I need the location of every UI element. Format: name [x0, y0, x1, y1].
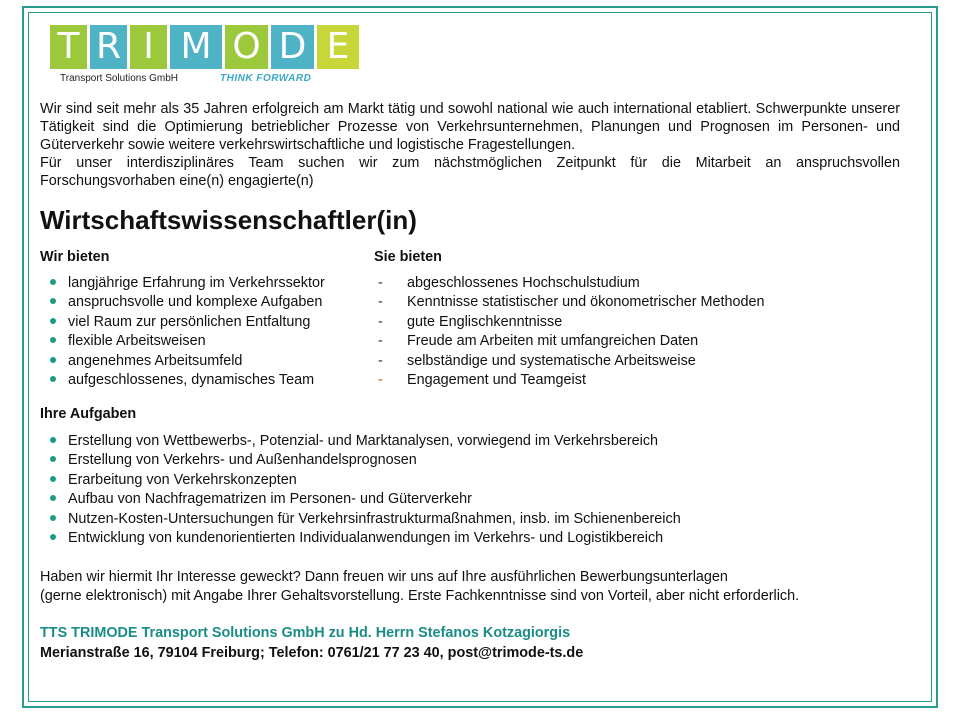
list-item [374, 332, 765, 351]
list-item [374, 371, 765, 390]
offer-item-text: anspruchsvolle und komplexe Aufgaben [68, 294, 323, 311]
task-item-text: Aufbau von Nachfragematrizen im Personen- und Güterverkehr [68, 491, 472, 508]
intro-text [40, 100, 900, 190]
list-item [374, 274, 765, 293]
bullet-icon [50, 357, 56, 363]
offer-item-text: langjährige Erfahrung im Verkehrssektor [68, 275, 325, 291]
task-item-text: Erarbeitung von Verkehrskonzepten [68, 471, 297, 488]
logo-slogan: THINK FORWARD [220, 73, 312, 84]
closing-line-1: Haben wir hiermit Ihr Interesse geweckt? Dann freuen wir uns auf Ihre ausführlichen Bewerbungsunterlagen [40, 569, 728, 585]
logo-letter: I [130, 25, 167, 69]
dash-marker: - [378, 275, 383, 291]
dash-marker: - [378, 333, 383, 350]
list-item [40, 313, 325, 332]
list-item [40, 293, 325, 312]
list-item [40, 490, 681, 509]
bullet-icon [50, 534, 56, 540]
list-item [40, 471, 681, 490]
bullet-icon [50, 279, 56, 285]
logo-letter: R [90, 25, 127, 69]
list-item [374, 293, 765, 312]
require-item-text: gute Englischkenntnisse [407, 313, 563, 330]
tasks-list [40, 432, 681, 548]
offer-item-text: flexible Arbeitsweisen [68, 333, 206, 350]
offer-item-text: angenehmes Arbeitsumfeld [68, 352, 243, 369]
bullet-icon [50, 298, 56, 304]
intro-paragraph-1: Wir sind seit mehr als 35 Jahren erfolgreich am Markt tätig und sowohl national wie auch international etabliert. Schwerpunkte unserer Tätigkeit sind die Optimierung betrieblicher Prozesse von Verkehrsunternehmen, Planungen und Prognosen im Personen- und Güterverkehr sowie weitere verkehrswirtschaftliche und logistische Fragestellungen. [40, 101, 900, 153]
bullet-icon [50, 437, 56, 443]
logo-letter: O [225, 25, 268, 69]
bullet-icon [50, 318, 56, 324]
list-item [40, 432, 681, 451]
require-item-text: Freude am Arbeiten mit umfangreichen Daten [407, 333, 699, 350]
list-item [374, 352, 765, 371]
list-item [40, 274, 325, 293]
require-heading: Sie bieten [374, 249, 442, 265]
dash-marker: - [378, 371, 383, 388]
dash-marker: - [378, 294, 383, 311]
list-item [40, 529, 681, 548]
task-item-text: Erstellung von Verkehrs- und Außenhandelsprognosen [68, 452, 417, 469]
list-item [40, 352, 325, 371]
logo-sub [50, 73, 359, 87]
require-item-text: abgeschlossenes Hochschulstudium [407, 275, 640, 291]
job-title: Wirtschaftswissenschaftler(in) [40, 205, 417, 235]
bullet-icon [50, 337, 56, 343]
contact-address: Merianstraße 16, 79104 Freiburg; Telefon: 0761/21 77 23 40, post@trimode-ts.de [40, 645, 584, 661]
list-item [40, 451, 681, 470]
dash-marker: - [378, 352, 383, 369]
list-item [40, 371, 325, 390]
require-list [374, 274, 765, 390]
offer-item-text: viel Raum zur persönlichen Entfaltung [68, 313, 311, 330]
logo-letter: D [271, 25, 314, 69]
dash-marker: - [378, 313, 383, 330]
logo-letters [50, 25, 359, 69]
bullet-icon [50, 476, 56, 482]
logo-company-name: Transport Solutions GmbH [60, 73, 179, 84]
offer-item-text: aufgeschlossenes, dynamisches Team [68, 371, 315, 388]
closing-line-2: (gerne elektronisch) mit Angabe Ihrer Gehaltsvorstellung. Erste Fachkenntnisse sind von Vorteil, aber nicht erforderlich. [40, 588, 800, 604]
require-item-text: selbständige und systematische Arbeitsweise [407, 352, 696, 369]
bullet-icon [50, 515, 56, 521]
require-item-text: Engagement und Teamgeist [407, 371, 586, 388]
list-item [40, 332, 325, 351]
contact-name: TTS TRIMODE Transport Solutions GmbH zu Hd. Herrn Stefanos Kotzagiorgis [40, 625, 571, 641]
task-item-text: Nutzen-Kosten-Untersuchungen für Verkehrsinfrastrukturmaßnahmen, insb. im Schienenbereich [68, 510, 681, 527]
list-item [374, 313, 765, 332]
bullet-icon [50, 376, 56, 382]
intro-paragraph-2: Für unser interdisziplinäres Team suchen wir zum nächstmöglichen Zeitpunkt für die Mitarbeit an anspruchsvollen Forschungsvorhaben eine(n) engagierte(n) [40, 155, 900, 189]
offer-heading: Wir bieten [40, 249, 110, 265]
bullet-icon [50, 495, 56, 501]
logo-letter: E [317, 25, 359, 69]
bullet-icon [50, 456, 56, 462]
task-item-text: Entwicklung von kundenorientierten Individualanwendungen im Verkehrs- und Logistikbereich [68, 529, 664, 546]
require-item-text: Kenntnisse statistischer und ökonometrischer Methoden [407, 294, 765, 311]
tasks-heading: Ihre Aufgaben [40, 406, 137, 422]
logo-letter: T [50, 25, 87, 69]
task-item-text: Erstellung von Wettbewerbs-, Potenzial- und Marktanalysen, vorwiegend im Verkehrsbereich [68, 433, 659, 449]
logo-letter: M [170, 25, 222, 69]
list-item [40, 510, 681, 529]
offer-list [40, 274, 325, 390]
closing-text [40, 568, 799, 606]
trimode-logo [50, 25, 359, 87]
